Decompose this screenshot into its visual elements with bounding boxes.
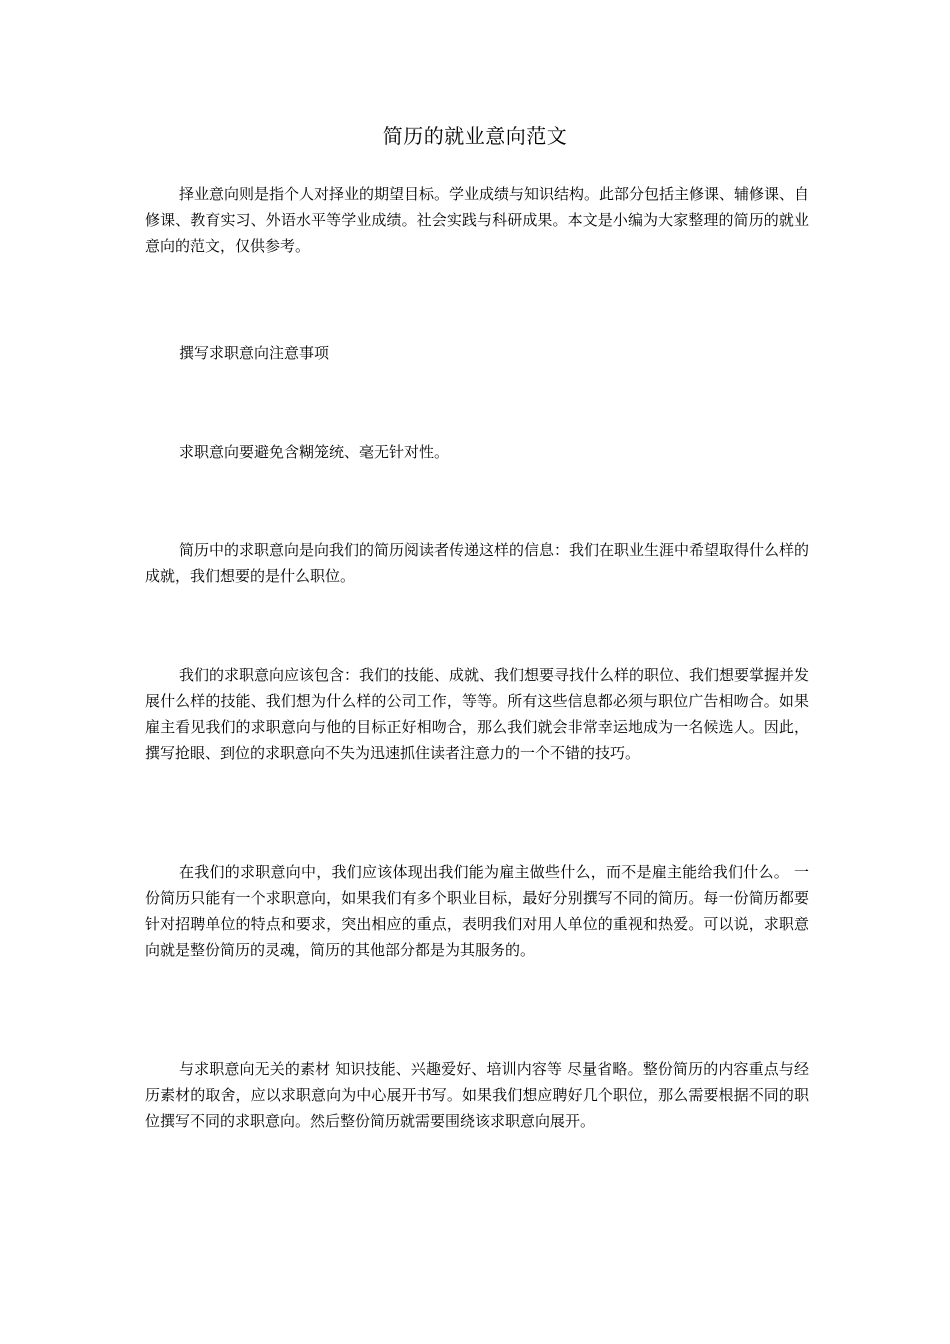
paragraph-heading-notes: 撰写求职意向注意事项 (179, 344, 330, 362)
paragraph-purpose: 简历中的求职意向是向我们的简历阅读者传递这样的信息：我们在职业生涯中希望取得什么样的成就，我们想要的是什么职位。 (145, 541, 810, 585)
paragraph-employer-focus: 在我们的求职意向中，我们应该体现出我们能为雇主做些什么，而不是雇主能给我们什么。 一份简历只能有一个求职意向，如果我们有多个职业目标，最好分别撰写不同的简历。每一份简历都要针对招聘单位的特点和要求，突出相应的重点，表明我们对用人单位的重视和热爱。可以说，求职意向就是整份简历的灵魂，简历的其他部分都是为其服务的。 (145, 863, 809, 959)
document-title: 简历的就业意向范文 (382, 124, 568, 148)
paragraph-avoid-vague: 求职意向要避免含糊笼统、毫无针对性。 (179, 443, 450, 461)
paragraph-irrelevant-material: 与求职意向无关的素材 知识技能、兴趣爱好、培训内容等 尽量省略。整份简历的内容重点与经历素材的取舍，应以求职意向为中心展开书写。如果我们想应聘好几个职位，那么需要根据不同的职位撰写不同的求职意向。然后整份简历就需要围绕该求职意向展开。 (145, 1060, 809, 1130)
paragraph-intro: 择业意向则是指个人对择业的期望目标。学业成绩与知识结构。此部分包括主修课、辅修课、自修课、教育实习、外语水平等学业成绩。社会实践与科研成果。本文是小编为大家整理的简历的就业意向的范文，仅供参考。 (145, 185, 810, 255)
paragraph-contents: 我们的求职意向应该包含：我们的技能、成就、我们想要寻找什么样的职位、我们想要掌握并发展什么样的技能、我们想为什么样的公司工作，等等。所有这些信息都必须与职位广告相吻合。如果雇主看见我们的求职意向与他的目标正好相吻合，那么我们就会非常幸运地成为一名候选人。因此，撰写抢眼、到位的求职意向不失为迅速抓住读者注意力的一个不错的技巧。 (145, 666, 810, 762)
